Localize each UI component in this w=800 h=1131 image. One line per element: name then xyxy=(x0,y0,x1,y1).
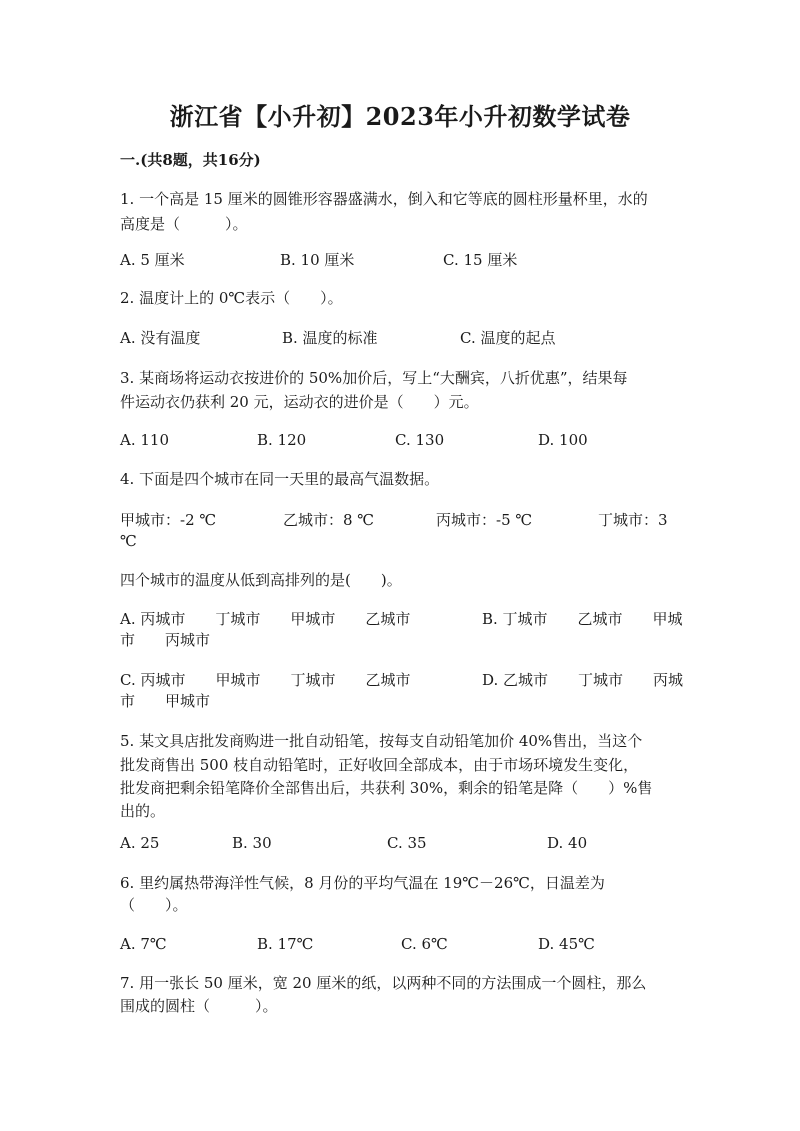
question-4-temp-ding: 丁城市：3 xyxy=(598,511,668,529)
question-6-line-1: 6. 里约属热带海洋性气候，8 月份的平均气温在 19℃－26℃，日温差为 xyxy=(120,874,605,892)
question-1-line-1: 1. 一个高是 15 厘米的圆锥形容器盛满水，倒入和它等底的圆柱形量杯里，水的 xyxy=(120,190,648,208)
question-6-option-c: C. 6℃ xyxy=(401,935,448,953)
question-3-option-b: B. 120 xyxy=(257,431,307,449)
page-title: 浙江省【小升初】2023年小升初数学试卷 xyxy=(169,102,631,131)
question-4-temp-wrap: ℃ xyxy=(120,532,137,550)
question-7-line-1: 7. 用一张长 50 厘米，宽 20 厘米的纸，以两种不同的方法围成一个圆柱，那么 xyxy=(120,974,647,992)
section-header: 一.(共8题，共16分) xyxy=(120,151,261,169)
question-4-option-d-line-2: 市 甲城市 xyxy=(120,692,211,710)
question-6-option-b: B. 17℃ xyxy=(257,935,314,953)
question-4-stem: 四个城市的温度从低到高排列的是( )。 xyxy=(120,571,402,589)
question-1-line-2: 高度是（ ）。 xyxy=(120,215,248,233)
question-2-option-a: A. 没有温度 xyxy=(120,329,201,347)
question-2-option-b: B. 温度的标准 xyxy=(282,329,378,347)
question-5-option-c: C. 35 xyxy=(387,834,427,852)
question-5-option-a: A. 25 xyxy=(120,834,160,852)
question-4-line-1: 4. 下面是四个城市在同一天里的最高气温数据。 xyxy=(120,470,440,488)
question-5-option-b: B. 30 xyxy=(232,834,272,852)
question-5-line-1: 5. 某文具店批发商购进一批自动铅笔，按每支自动铅笔加价 40%售出，当这个 xyxy=(120,732,643,750)
question-4-option-c: C. 丙城市 甲城市 丁城市 乙城市 xyxy=(120,671,411,689)
question-4-option-d-line-1: D. 乙城市 丁城市 丙城 xyxy=(482,671,684,689)
question-5-line-4: 出的。 xyxy=(120,802,166,820)
question-1-option-c: C. 15 厘米 xyxy=(443,251,518,269)
question-5-line-2: 批发商售出 500 枝自动铅笔时，正好收回全部成本，由于市场环境发生变化， xyxy=(120,756,639,774)
question-3-line-1: 3. 某商场将运动衣按进价的 50%加价后，写上“大酬宾，八折优惠”，结果每 xyxy=(120,369,628,387)
question-3-option-c: C. 130 xyxy=(395,431,445,449)
question-6-line-2: （ ）。 xyxy=(120,896,188,914)
question-6-option-a: A. 7℃ xyxy=(120,935,167,953)
question-4-option-a: A. 丙城市 丁城市 甲城市 乙城市 xyxy=(120,610,411,628)
question-2-option-c: C. 温度的起点 xyxy=(460,329,556,347)
question-5-line-3: 批发商把剩余铅笔降价全部售出后，共获利 30%，剩余的铅笔是降（ ）%售 xyxy=(120,779,653,797)
question-4-temp-yi: 乙城市：8 ℃ xyxy=(283,511,375,529)
question-4-option-b-line-1: B. 丁城市 乙城市 甲城 xyxy=(482,610,683,628)
question-7-line-2: 围成的圆柱（ ）。 xyxy=(120,997,278,1015)
question-1-option-b: B. 10 厘米 xyxy=(280,251,355,269)
question-3-line-2: 件运动衣仍获利 20 元，运动衣的进价是（ ）元。 xyxy=(120,393,479,411)
question-1-option-a: A. 5 厘米 xyxy=(120,251,185,269)
question-4-temp-bing: 丙城市：-5 ℃ xyxy=(436,511,533,529)
question-5-option-d: D. 40 xyxy=(547,834,588,852)
question-3-option-d: D. 100 xyxy=(538,431,588,449)
question-2-line-1: 2. 温度计上的 0℃表示（ ）。 xyxy=(120,289,343,307)
question-4-temp-jia: 甲城市：-2 ℃ xyxy=(120,511,217,529)
question-4-option-b-line-2: 市 丙城市 xyxy=(120,631,211,649)
question-3-option-a: A. 110 xyxy=(120,431,169,449)
question-6-option-d: D. 45℃ xyxy=(538,935,595,953)
